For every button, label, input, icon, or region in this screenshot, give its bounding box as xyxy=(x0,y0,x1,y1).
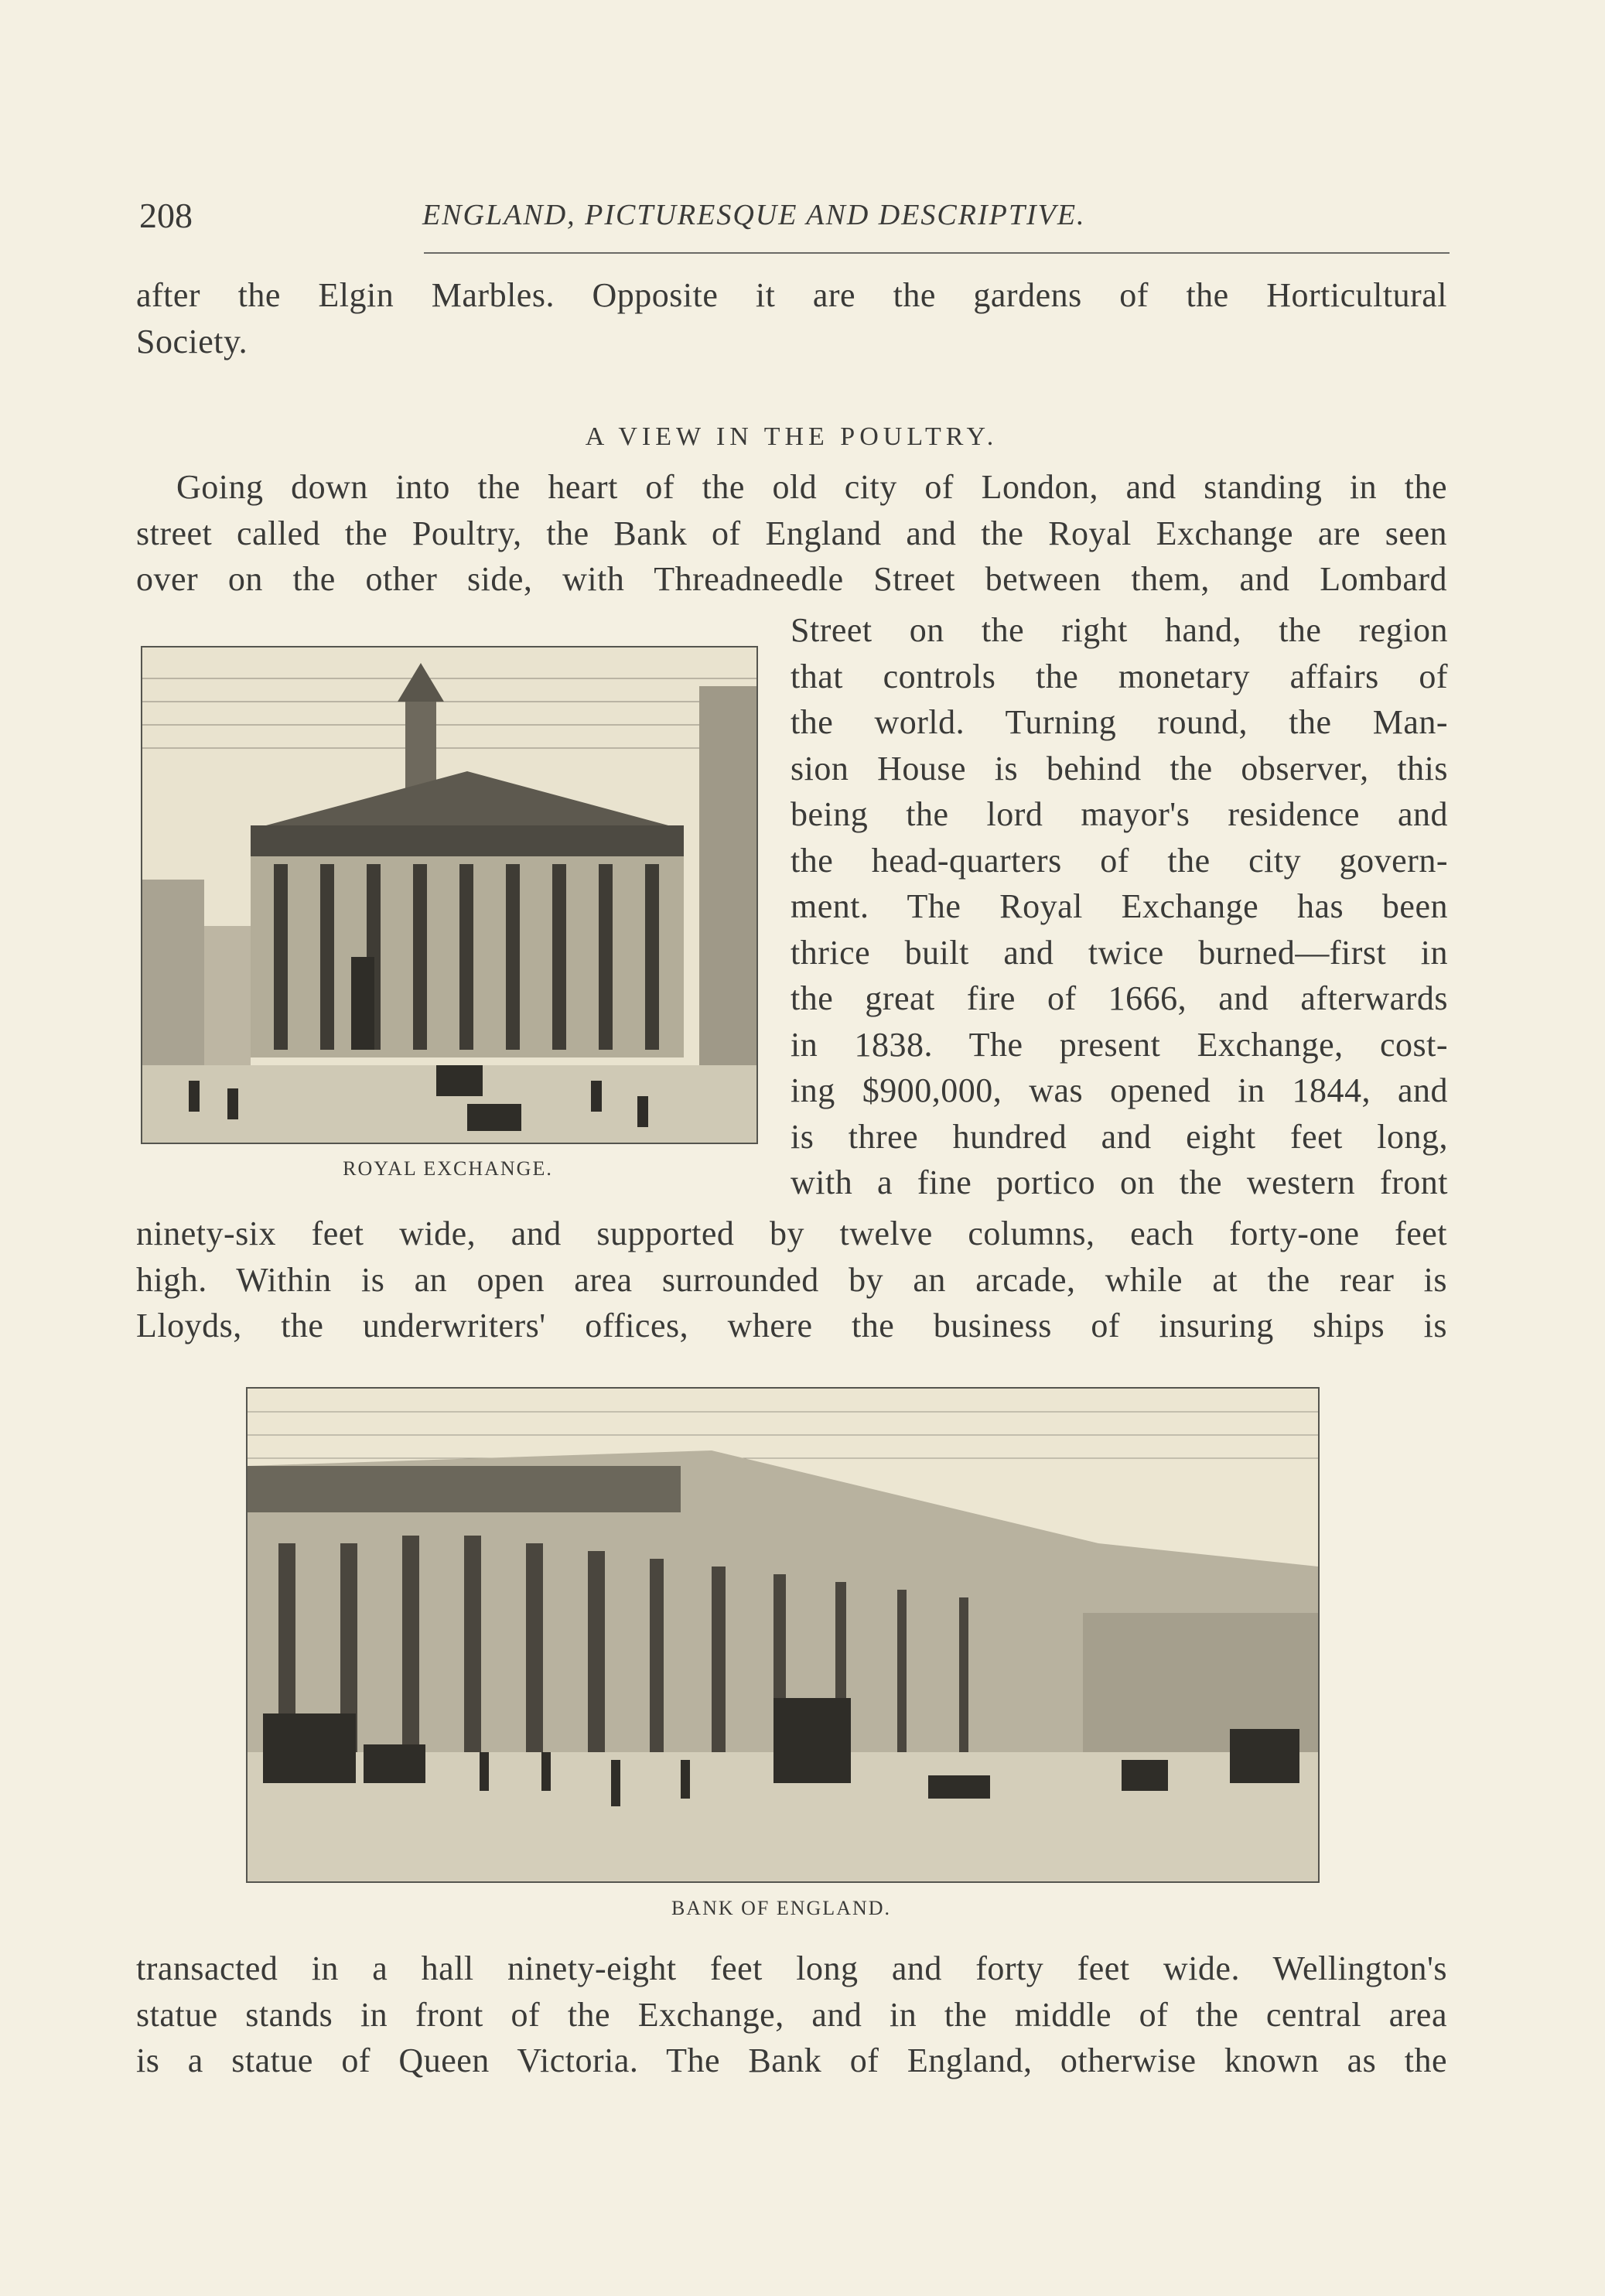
text-line: the head-quarters of the city govern- xyxy=(791,841,1448,880)
bank-of-england-caption: BANK OF ENGLAND. xyxy=(671,1897,892,1919)
text-line: transacted in a hall ninety-eight feet long and forty feet wide. Wellington's xyxy=(136,1949,1447,1987)
text-line: high. Within is an open area surrounded by an arcade, while at the rear is xyxy=(136,1260,1447,1299)
text-line: street called the Poultry, the Bank of England and the Royal Exchange are seen xyxy=(136,514,1447,552)
paragraph-2-top xyxy=(136,464,1447,603)
text-line: over on the other side, with Threadneedle Street between them, and Lombard xyxy=(136,560,1447,598)
royal-exchange-illustration xyxy=(141,646,758,1144)
paragraph-1 xyxy=(136,272,1447,364)
paragraph-2-bottom xyxy=(136,1211,1447,1349)
text-line: with a fine portico on the western front xyxy=(791,1163,1448,1201)
text-line: ing $900,000, was opened in 1844, and xyxy=(791,1071,1448,1109)
text-line: after the Elgin Marbles. Opposite it are the gardens of the Horticultural xyxy=(136,276,1447,314)
text-line: is three hundred and eight feet long, xyxy=(791,1117,1448,1156)
text-line: thrice built and twice burned—first in xyxy=(791,933,1448,972)
text-line: statue stands in front of the Exchange, and in the middle of the central area xyxy=(136,1995,1447,2034)
royal-exchange-caption: ROYAL EXCHANGE. xyxy=(343,1157,553,1180)
bank-of-england-illustration xyxy=(246,1387,1320,1883)
header-rule xyxy=(424,252,1450,254)
page-header xyxy=(136,192,1447,246)
running-title: ENGLAND, PICTURESQUE AND DESCRIPTIVE. xyxy=(422,199,1086,231)
text-line: Lloyds, the underwriters' offices, where the business of insuring ships is xyxy=(136,1307,1447,1344)
text-line: Street on the right hand, the region xyxy=(791,611,1448,649)
text-line: is a statue of Queen Victoria. The Bank of England, otherwise known as the xyxy=(136,2041,1447,2079)
text-line: the world. Turning round, the Man- xyxy=(791,703,1448,741)
text-line: the great fire of 1666, and afterwards xyxy=(791,979,1448,1017)
text-line: that controls the monetary affairs of xyxy=(791,657,1448,695)
paragraph-2-wrap xyxy=(791,607,1448,1206)
text-line: Society. xyxy=(136,322,248,360)
text-line: ninety-six feet wide, and supported by twelve columns, each forty-one feet xyxy=(136,1215,1447,1252)
text-line: sion House is behind the observer, this xyxy=(791,749,1448,788)
text-line: in 1838. The present Exchange, cost- xyxy=(791,1025,1448,1064)
text-line: being the lord mayor's residence and xyxy=(791,795,1448,833)
text-line: Going down into the heart of the old city of London, and standing in the xyxy=(176,468,1447,506)
section-heading: A VIEW IN THE POULTRY. xyxy=(585,422,999,451)
text-line: ment. The Royal Exchange has been xyxy=(791,887,1448,925)
paragraph-3 xyxy=(136,1946,1447,2084)
page-number: 208 xyxy=(139,196,193,235)
